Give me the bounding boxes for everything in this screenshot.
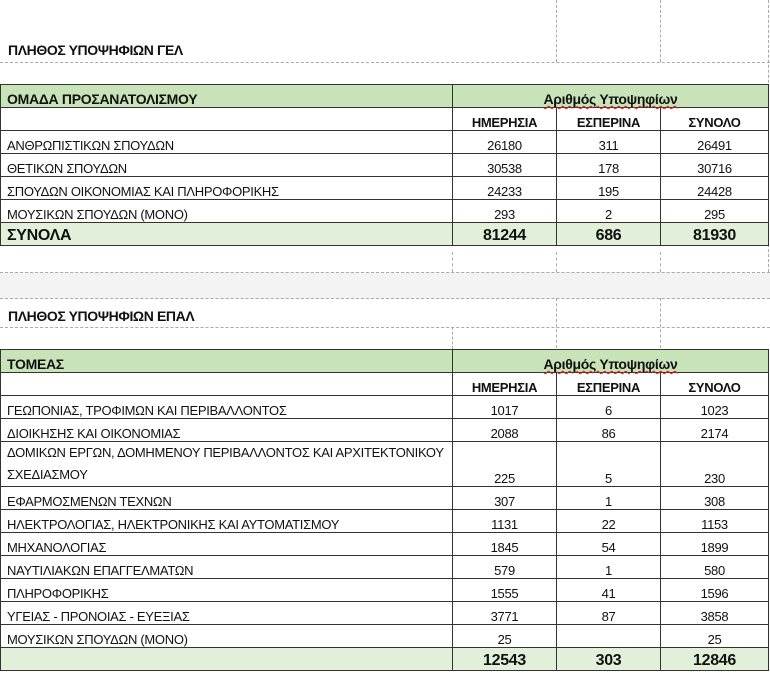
cell-evening: 311 xyxy=(557,131,661,154)
cell-evening: 195 xyxy=(557,177,661,200)
column-header: ΣΥΝΟΛΟ xyxy=(661,108,769,131)
cell-total: 230 xyxy=(661,442,769,487)
column-header: ΕΣΠΕΡΙΝΑ xyxy=(557,108,661,131)
table-row xyxy=(1,131,769,154)
cell-total: 1596 xyxy=(661,579,769,602)
epal-table xyxy=(0,349,769,671)
cell-evening xyxy=(557,625,661,648)
table-row xyxy=(1,177,769,200)
cell-day: 1555 xyxy=(453,579,557,602)
subheader-row xyxy=(1,108,769,131)
cell-day: 225 xyxy=(453,442,557,487)
cell-evening: 87 xyxy=(557,602,661,625)
header-row xyxy=(1,85,769,108)
gridline xyxy=(452,252,453,272)
gridline xyxy=(452,327,453,349)
cell-total: 2174 xyxy=(661,419,769,442)
cell-day: 1131 xyxy=(453,510,557,533)
table-row xyxy=(1,602,769,625)
totals-row xyxy=(1,223,769,246)
row-label: ΝΑΥΤΙΛΙΑΚΩΝ ΕΠΑΓΓΕΛΜΑΤΩΝ xyxy=(1,556,453,579)
cell-total: 25 xyxy=(661,625,769,648)
cell-total: 1153 xyxy=(661,510,769,533)
epal-title: ΠΛΗΘΟΣ ΥΠΟΨΗΦΙΩΝ ΕΠΑΛ xyxy=(8,308,195,324)
cell-day: 307 xyxy=(453,487,557,510)
gridline xyxy=(0,62,770,63)
cell-total: 3858 xyxy=(661,602,769,625)
table-row xyxy=(1,200,769,223)
cell-evening: 41 xyxy=(557,579,661,602)
subheader-row xyxy=(1,373,769,396)
cell-total: 30716 xyxy=(661,154,769,177)
cell-evening: 22 xyxy=(557,510,661,533)
row-label: ΔΙΟΙΚΗΣΗΣ ΚΑΙ ΟΙΚΟΝΟΜΙΑΣ xyxy=(1,419,453,442)
row-label: ΔΟΜΙΚΩΝ ΕΡΓΩΝ, ΔΟΜΗΜΕΝΟΥ ΠΕΡΙΒΑΛΛΟΝΤΟΣ ΚΑΙ ΑΡΧΙΤΕΚΤΟΝΙΚΟΥ ΣΧΕΔΙΑΣΜΟΥ xyxy=(1,442,453,487)
table-row xyxy=(1,533,769,556)
row-label: ΠΛΗΡΟΦΟΡΙΚΗΣ xyxy=(1,579,453,602)
gridline xyxy=(0,327,770,328)
column-header: ΗΜΕΡΗΣΙΑ xyxy=(453,373,557,396)
cell-total: 308 xyxy=(661,487,769,510)
column-header: ΣΥΝΟΛΟ xyxy=(661,373,769,396)
gel-title: ΠΛΗΘΟΣ ΥΠΟΨΗΦΙΩΝ ΓΕΛ xyxy=(8,42,183,58)
gridline xyxy=(556,252,557,272)
table-row xyxy=(1,556,769,579)
totals-row xyxy=(1,648,769,671)
row-label: ΣΠΟΥΔΩΝ ΟΙΚΟΝΟΜΙΑΣ ΚΑΙ ΠΛΗΡΟΦΟΡΙΚΗΣ xyxy=(1,177,453,200)
table-row xyxy=(1,510,769,533)
cell-total: 580 xyxy=(661,556,769,579)
gel-table xyxy=(0,84,769,246)
count-header-text: Αριθμός Υποψηφίων xyxy=(543,91,678,107)
row-label: ΑΝΘΡΩΠΙΣΤΙΚΩΝ ΣΠΟΥΔΩΝ xyxy=(1,131,453,154)
totals-label: ΣΥΝΟΛΑ xyxy=(1,223,453,246)
row-label: ΗΛΕΚΤΡΟΛΟΓΙΑΣ, ΗΛΕΚΤΡΟΝΙΚΗΣ ΚΑΙ ΑΥΤΟΜΑΤΙΣΜΟΥ xyxy=(1,510,453,533)
count-header-text: Αριθμός Υποψηφίων xyxy=(543,356,678,372)
count-header xyxy=(453,350,769,373)
cell-evening: 2 xyxy=(557,200,661,223)
cell-day: 3771 xyxy=(453,602,557,625)
table-row xyxy=(1,442,769,487)
empty-cell xyxy=(1,108,453,131)
table-row xyxy=(1,419,769,442)
cell-day: 293 xyxy=(453,200,557,223)
table-row xyxy=(1,487,769,510)
gridline xyxy=(660,298,661,348)
cell-day: 24233 xyxy=(453,177,557,200)
cell-evening: 86 xyxy=(557,419,661,442)
cell-evening: 54 xyxy=(557,533,661,556)
cell-day: 30538 xyxy=(453,154,557,177)
table-row xyxy=(1,579,769,602)
cell-day: 2088 xyxy=(453,419,557,442)
total-day: 81244 xyxy=(453,223,557,246)
cell-day: 26180 xyxy=(453,131,557,154)
cell-evening: 178 xyxy=(557,154,661,177)
column-header: ΕΣΠΕΡΙΝΑ xyxy=(557,373,661,396)
gridline xyxy=(660,252,661,272)
header-row xyxy=(1,350,769,373)
cell-evening: 5 xyxy=(557,442,661,487)
row-label: ΜΗΧΑΝΟΛΟΓΙΑΣ xyxy=(1,533,453,556)
totals-label xyxy=(1,648,453,671)
total-day: 12543 xyxy=(453,648,557,671)
cell-total: 26491 xyxy=(661,131,769,154)
gridline xyxy=(556,0,557,62)
row-label: ΘΕΤΙΚΩΝ ΣΠΟΥΔΩΝ xyxy=(1,154,453,177)
gridline xyxy=(556,298,557,348)
column-header: ΗΜΕΡΗΣΙΑ xyxy=(453,108,557,131)
cell-evening: 6 xyxy=(557,396,661,419)
row-label: ΜΟΥΣΙΚΩΝ ΣΠΟΥΔΩΝ (ΜΟΝΟ) xyxy=(1,625,453,648)
row-label: ΓΕΩΠΟΝΙΑΣ, ΤΡΟΦΙΜΩΝ ΚΑΙ ΠΕΡΙΒΑΛΛΟΝΤΟΣ xyxy=(1,396,453,419)
cell-total: 295 xyxy=(661,200,769,223)
group-header: ΤΟΜΕΑΣ xyxy=(1,350,453,373)
empty-cell xyxy=(1,373,453,396)
cell-evening: 1 xyxy=(557,556,661,579)
cell-total: 1023 xyxy=(661,396,769,419)
cell-day: 1017 xyxy=(453,396,557,419)
table-row xyxy=(1,625,769,648)
table-row xyxy=(1,154,769,177)
row-label: ΥΓΕΙΑΣ - ΠΡΟΝΟΙΑΣ - ΕΥΕΞΙΑΣ xyxy=(1,602,453,625)
row-label: ΜΟΥΣΙΚΩΝ ΣΠΟΥΔΩΝ (ΜΟΝΟ) xyxy=(1,200,453,223)
total-total: 81930 xyxy=(661,223,769,246)
table-row xyxy=(1,396,769,419)
cell-day: 579 xyxy=(453,556,557,579)
group-header: ΟΜΑΔΑ ΠΡΟΣΑΝΑΤΟΛΙΣΜΟΥ xyxy=(1,85,453,108)
total-total: 12846 xyxy=(661,648,769,671)
count-header xyxy=(453,85,769,108)
row-label: ΕΦΑΡΜΟΣΜΕΝΩΝ ΤΕΧΝΩΝ xyxy=(1,487,453,510)
cell-day: 25 xyxy=(453,625,557,648)
cell-total: 1899 xyxy=(661,533,769,556)
cell-day: 1845 xyxy=(453,533,557,556)
total-evening: 303 xyxy=(557,648,661,671)
sheet-gap xyxy=(0,272,770,299)
total-evening: 686 xyxy=(557,223,661,246)
gridline xyxy=(660,0,661,62)
cell-evening: 1 xyxy=(557,487,661,510)
cell-total: 24428 xyxy=(661,177,769,200)
